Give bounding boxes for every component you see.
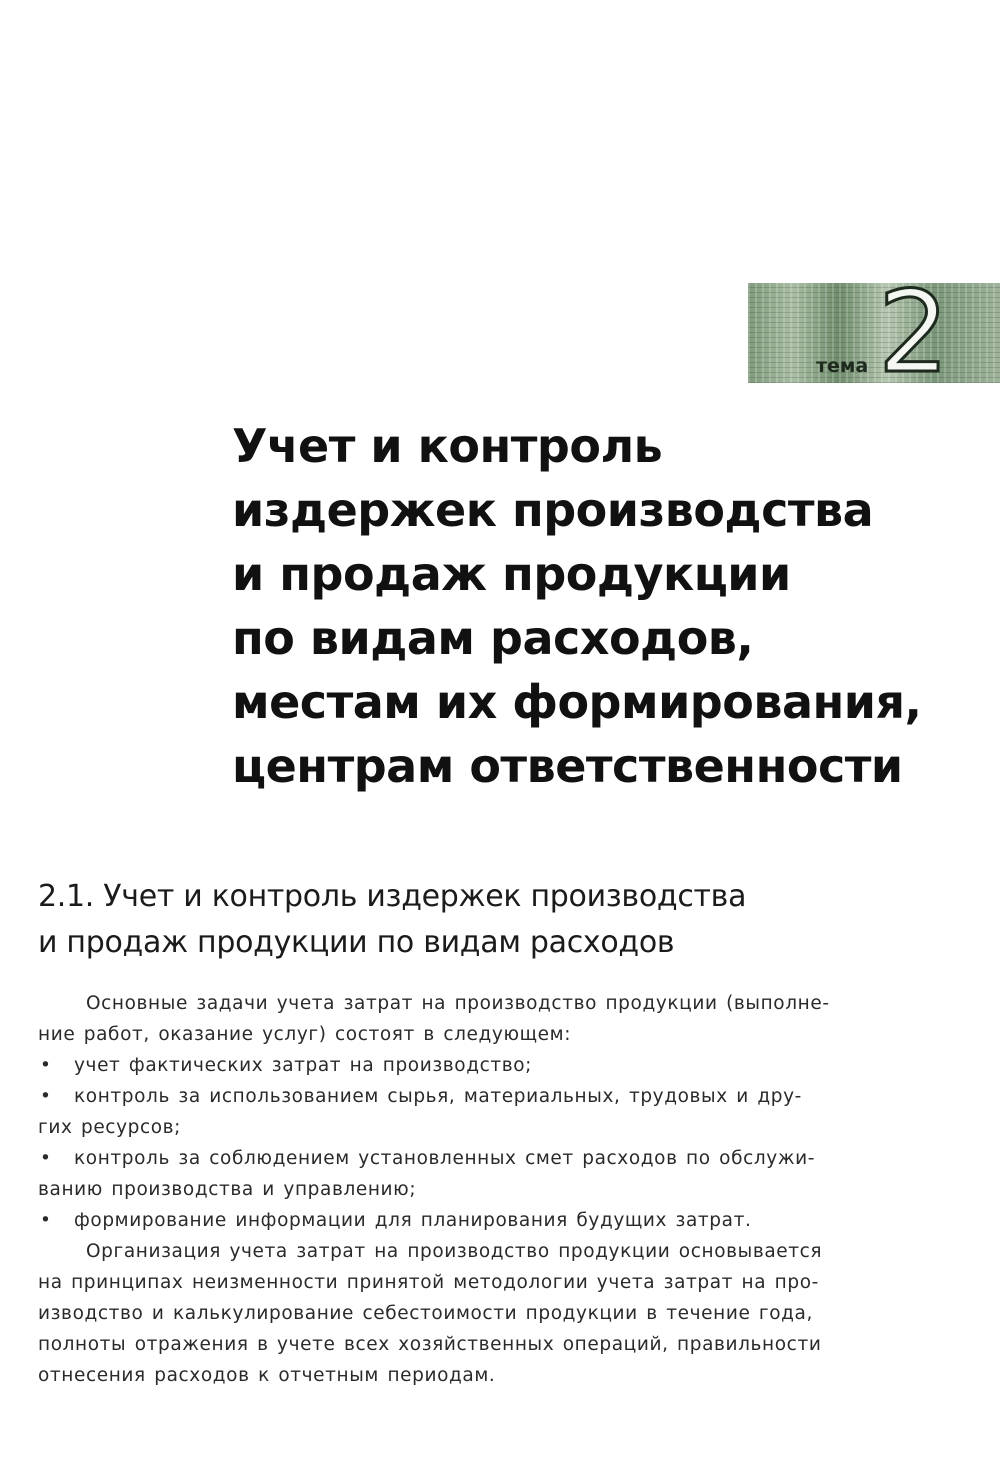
- chapter-title-line: по видам расходов,: [232, 611, 754, 665]
- theme-label: тема: [816, 355, 869, 377]
- section-title-line: и продаж продукции по видам расходов: [38, 925, 675, 960]
- bullet-text: контроль за использованием сырья, материальных, трудовых и дру-: [74, 1086, 802, 1107]
- bullet-item: [38, 1081, 918, 1112]
- bullet-text: формирование информации для планирования будущих затрат.: [74, 1210, 752, 1231]
- theme-number: 2: [878, 283, 950, 383]
- bullet-icon: •: [40, 1086, 52, 1107]
- chapter-title-line: центрам ответственности: [232, 739, 903, 793]
- chapter-title-line: местам их формирования,: [232, 675, 922, 729]
- chapter-title-line: издержек производства: [232, 483, 874, 537]
- paragraph-line: на принципах неизменности принятой методологии учета затрат на про-: [38, 1272, 819, 1293]
- bullet-icon: •: [40, 1148, 52, 1169]
- bullet-continuation: гих ресурсов;: [38, 1117, 181, 1138]
- bullet-icon: •: [40, 1055, 52, 1076]
- intro-line: Основные задачи учета затрат на производство продукции (выполне-: [86, 993, 830, 1014]
- paragraph-line: полноты отражения в учете всех хозяйственных операций, правильности: [38, 1334, 822, 1355]
- intro-line: ние работ, оказание услуг) состоят в следующем:: [38, 1024, 572, 1045]
- body-text: [38, 988, 918, 1391]
- chapter-title-line: и продаж продукции: [232, 547, 791, 601]
- paragraph-line: Организация учета затрат на производство продукции основывается: [86, 1241, 823, 1262]
- bullet-text: учет фактических затрат на производство;: [74, 1055, 532, 1076]
- chapter-title: [232, 414, 972, 798]
- section-title-line: 2.1. Учет и контроль издержек производства: [38, 879, 747, 914]
- bullet-text: контроль за соблюдением установленных смет расходов по обслужи-: [74, 1148, 815, 1169]
- chapter-title-line: Учет и контроль: [232, 419, 663, 473]
- paragraph-line: изводство и калькулирование себестоимости продукции в течение года,: [38, 1303, 813, 1324]
- section-title: [38, 874, 978, 966]
- bullet-icon: •: [40, 1210, 52, 1231]
- theme-badge: [748, 283, 1000, 383]
- bullet-item: [38, 1205, 918, 1236]
- bullet-item: [38, 1143, 918, 1174]
- bullet-item: [38, 1050, 918, 1081]
- bullet-continuation: ванию производства и управлению;: [38, 1179, 417, 1200]
- paragraph-line: отнесения расходов к отчетным периодам.: [38, 1365, 496, 1386]
